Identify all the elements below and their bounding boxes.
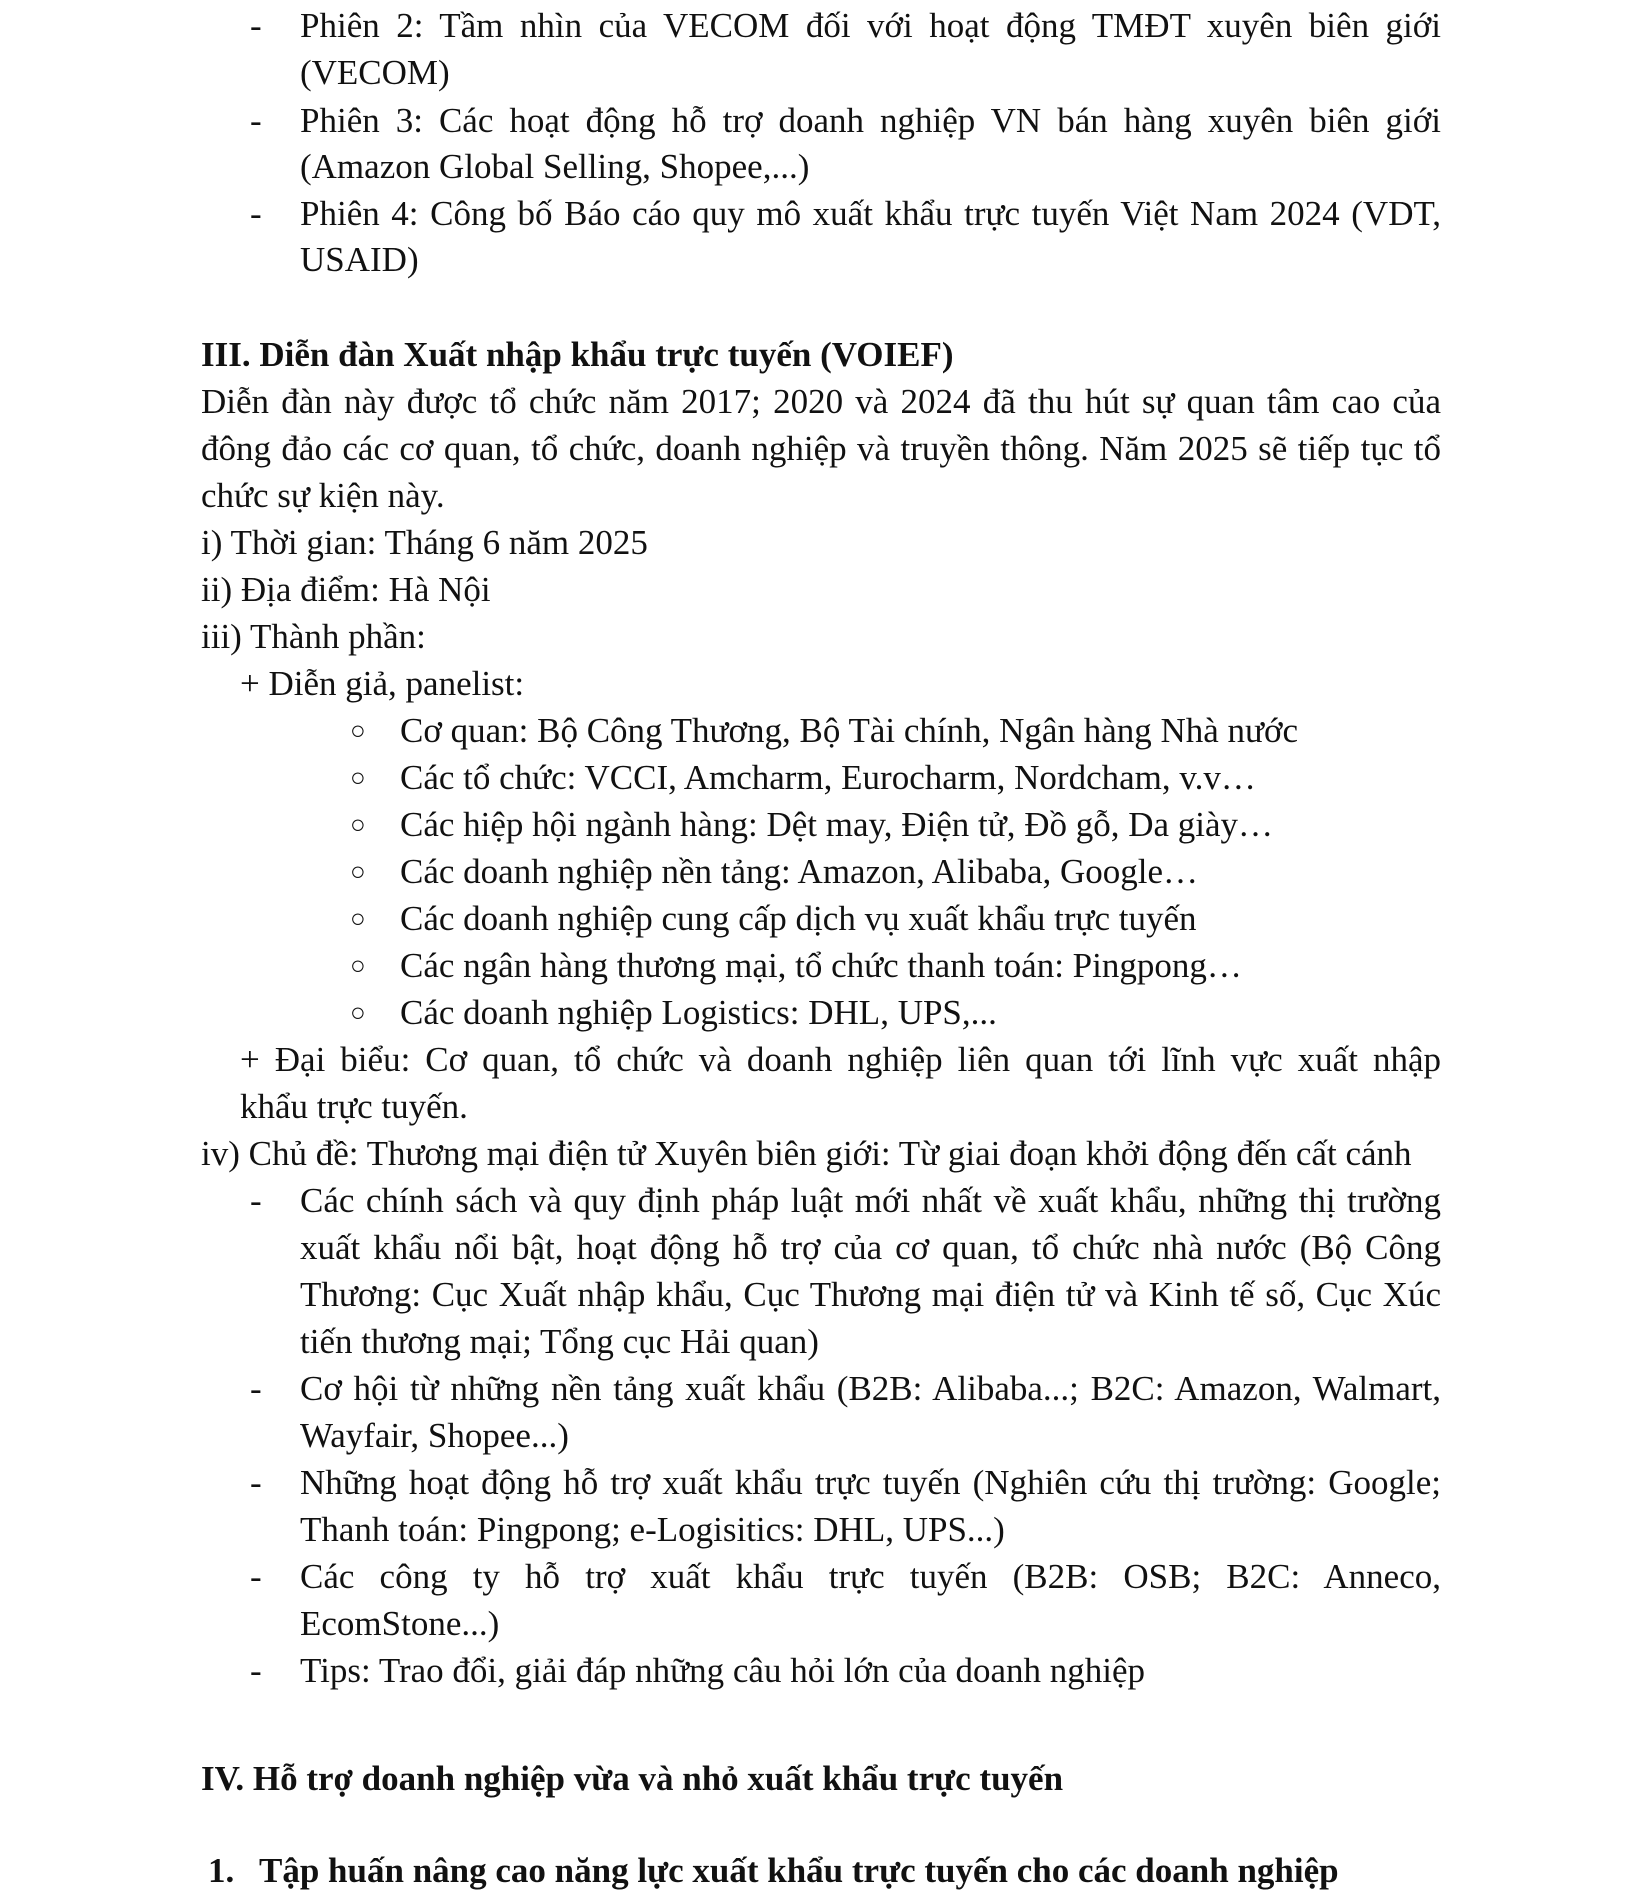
session-4-line-1: Phiên 4: Công bố Báo cáo quy mô xuất khẩu trực tuyến Việt Nam 2024 (VDT, — [300, 194, 1441, 233]
list-item: Các doanh nghiệp Logistics: DHL, UPS,... — [400, 993, 997, 1032]
section-3-intro-line-2: đông đảo các cơ quan, tổ chức, doanh nghiệp và truyền thông. Năm 2025 sẽ tiếp tục tổ — [201, 429, 1441, 468]
section-3-heading: III. Diễn đàn Xuất nhập khẩu trực tuyến (VOIEF) — [201, 335, 954, 374]
topic-1-line-2: xuất khẩu nổi bật, hoạt động hỗ trợ của cơ quan, tổ chức nhà nước (Bộ Công — [300, 1228, 1441, 1267]
subsection-number: 1. — [208, 1851, 235, 1890]
topic-3-line-2: Thanh toán: Pingpong; e-Logisitics: DHL, UPS...) — [300, 1510, 1005, 1549]
list-dash: - — [250, 1181, 262, 1220]
session-3-line-2: (Amazon Global Selling, Shopee,...) — [300, 147, 810, 186]
list-item: Các doanh nghiệp cung cấp dịch vụ xuất khẩu trực tuyến — [400, 899, 1197, 938]
event-topic: iv) Chủ đề: Thương mại điện tử Xuyên biên giới: Từ giai đoạn khởi động đến cất cánh — [201, 1134, 1412, 1173]
delegates-line-1: + Đại biểu: Cơ quan, tổ chức và doanh nghiệp liên quan tới lĩnh vực xuất nhập — [240, 1040, 1441, 1079]
bullet-circle-icon: ○ — [350, 810, 366, 839]
bullet-circle-icon: ○ — [350, 763, 366, 792]
session-2-line-1: Phiên 2: Tầm nhìn của VECOM đối với hoạt động TMĐT xuyên biên giới — [300, 6, 1441, 45]
topic-3-line-1: Những hoạt động hỗ trợ xuất khẩu trực tuyến (Nghiên cứu thị trường: Google; — [300, 1463, 1441, 1502]
topic-5-line-1: Tips: Trao đổi, giải đáp những câu hỏi lớn của doanh nghiệp — [300, 1651, 1146, 1690]
list-dash: - — [250, 1463, 262, 1502]
delegates-line-2: khẩu trực tuyến. — [240, 1087, 468, 1126]
speakers-label: + Diễn giả, panelist: — [240, 664, 525, 703]
list-item: Các tổ chức: VCCI, Amcharm, Eurocharm, Nordcham, v.v… — [400, 758, 1256, 797]
topic-2-line-2: Wayfair, Shopee...) — [300, 1416, 569, 1455]
topic-2-line-1: Cơ hội từ những nền tảng xuất khẩu (B2B: Alibaba...; B2C: Amazon, Walmart, — [300, 1369, 1441, 1408]
list-dash: - — [250, 1557, 262, 1596]
session-4-line-2: USAID) — [300, 240, 419, 279]
topic-4-line-1: Các công ty hỗ trợ xuất khẩu trực tuyến (B2B: OSB; B2C: Anneco, — [300, 1557, 1441, 1596]
bullet-circle-icon: ○ — [350, 857, 366, 886]
session-3-line-1: Phiên 3: Các hoạt động hỗ trợ doanh nghiệp VN bán hàng xuyên biên giới — [300, 101, 1441, 140]
session-2-line-2: (VECOM) — [300, 53, 450, 92]
topic-1-line-4: tiến thương mại; Tổng cục Hải quan) — [300, 1322, 819, 1361]
list-item: Cơ quan: Bộ Công Thương, Bộ Tài chính, Ngân hàng Nhà nước — [400, 711, 1299, 750]
list-dash: - — [250, 6, 262, 45]
list-dash: - — [250, 101, 262, 140]
event-composition: iii) Thành phần: — [201, 617, 426, 656]
list-dash: - — [250, 1651, 262, 1690]
list-item: Các hiệp hội ngành hàng: Dệt may, Điện tử, Đồ gỗ, Da giày… — [400, 805, 1274, 844]
topic-1-line-3: Thương: Cục Xuất nhập khẩu, Cục Thương mại điện tử và Kinh tế số, Cục Xúc — [300, 1275, 1441, 1314]
list-dash: - — [250, 1369, 262, 1408]
list-dash: - — [250, 194, 262, 233]
topic-1-line-1: Các chính sách và quy định pháp luật mới nhất về xuất khẩu, những thị trường — [300, 1181, 1441, 1220]
event-place: ii) Địa điểm: Hà Nội — [201, 570, 491, 609]
bullet-circle-icon: ○ — [350, 951, 366, 980]
bullet-circle-icon: ○ — [350, 904, 366, 933]
event-time: i) Thời gian: Tháng 6 năm 2025 — [201, 523, 648, 562]
section-3-intro-line-1: Diễn đàn này được tổ chức năm 2017; 2020 và 2024 đã thu hút sự quan tâm cao của — [201, 382, 1441, 421]
list-item: Các doanh nghiệp nền tảng: Amazon, Alibaba, Google… — [400, 852, 1199, 891]
list-item: Các ngân hàng thương mại, tổ chức thanh toán: Pingpong… — [400, 946, 1242, 985]
section-4-heading: IV. Hỗ trợ doanh nghiệp vừa và nhỏ xuất khẩu trực tuyến — [201, 1759, 1064, 1798]
section-3-intro-line-3: chức sự kiện này. — [201, 476, 445, 515]
subsection-1-title: Tập huấn nâng cao năng lực xuất khẩu trực tuyến cho các doanh nghiệp — [259, 1851, 1339, 1890]
topic-4-line-2: EcomStone...) — [300, 1604, 500, 1643]
bullet-circle-icon: ○ — [350, 716, 366, 745]
bullet-circle-icon: ○ — [350, 998, 366, 1027]
